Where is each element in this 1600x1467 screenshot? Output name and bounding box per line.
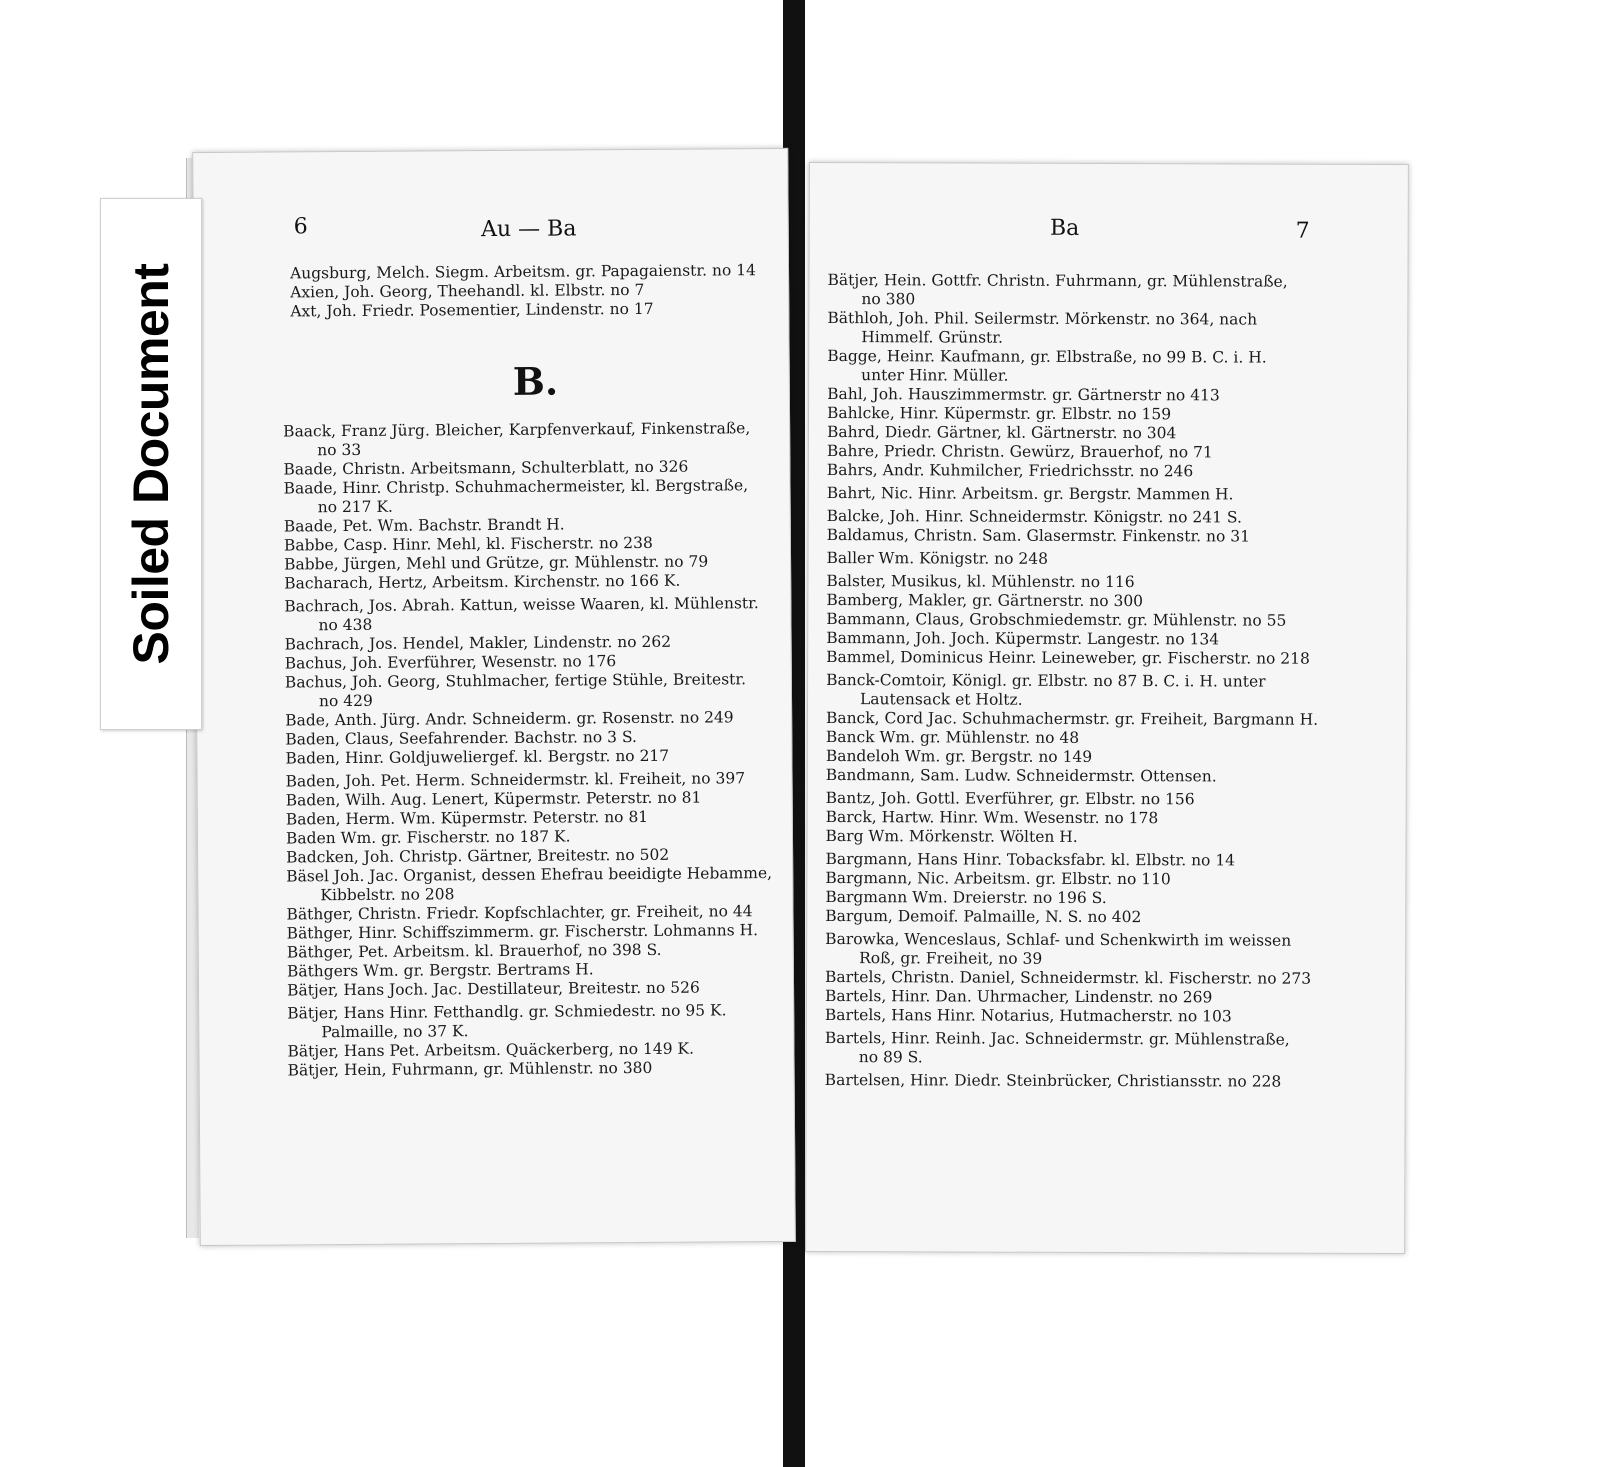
entry: Bätjer, Hans Joch. Jac. Destillateur, Breitestr. no 526 [286,978,700,1000]
entry: Baden, Hinr. Goldjuweliergef. kl. Bergstr. no 217 [285,746,670,768]
entry-continuation: Palmaille, no 37 K. [321,1022,469,1042]
entry-continuation: Kibbelstr. no 208 [320,885,455,905]
entry-continuation: no 429 [318,691,373,711]
page-number: 7 [1295,218,1310,244]
entry-continuation: no 380 [861,290,916,309]
entry: Banck-Comtoir, Königl. gr. Elbstr. no 87 B. C. i. H. unter [826,671,1266,691]
entry: Badcken, Joh. Christp. Gärtner, Breitestr. no 502 [286,845,670,867]
entry: Banck Wm. gr. Mühlenstr. no 48 [825,728,1080,747]
entry: Bantz, Joh. Gottl. Everführer, gr. Elbstr. no 156 [825,789,1195,809]
entry: Bäthloh, Joh. Phil. Seilermstr. Mörkenstr. no 364, nach [827,309,1258,329]
entry: Axt, Joh. Friedr. Posementier, Lindenstr. no 17 [290,299,654,321]
entry: Bäthger, Pet. Arbeitsm. kl. Brauerhof, no 398 S. [286,940,662,962]
entry: Bätjer, Hein, Fuhrmann, gr. Mühlenstr. no 380 [287,1058,653,1080]
entry-continuation: Lautensack et Holtz. [859,690,1023,709]
entry: Bäsel Joh. Jac. Organist, dessen Ehefrau beeidigte Hebamme, [286,864,773,886]
entry: Bartels, Hinr. Dan. Uhrmacher, Lindenstr. no 269 [824,987,1213,1007]
entry: Bade, Anth. Jürg. Andr. Schneiderm. gr. Rosenstr. no 249 [285,708,734,730]
entry: Babbe, Jürgen, Mehl und Grütze, gr. Mühlenstr. no 79 [284,552,709,574]
entry: Bätjer, Hans Pet. Arbeitsm. Quäckerberg, no 149 K. [287,1039,695,1061]
entry: Baden Wm. gr. Fischerstr. no 187 K. [285,827,571,848]
left-page [192,148,796,1246]
entry: Barg Wm. Mörkenstr. Wölten H. [825,827,1078,846]
entry: Balster, Musikus, kl. Mühlenstr. no 116 [826,572,1135,592]
entry: Bartels, Hans Hinr. Notarius, Hutmacherstr. no 103 [824,1006,1232,1026]
entry: Bäthgers Wm. gr. Bergstr. Bertrams H. [286,960,594,981]
entry: Bahrt, Nic. Hinr. Arbeitsm. gr. Bergstr. Mammen H. [826,484,1234,504]
entry: Baller Wm. Königstr. no 248 [826,549,1049,568]
entry: Bahre, Priedr. Christn. Gewürz, Brauerhof, no 71 [826,442,1213,462]
page-number: 6 [293,214,308,240]
entry: Babbe, Casp. Hinr. Mehl, kl. Fischerstr. no 238 [283,533,653,555]
entry: Bachrach, Jos. Abrah. Kattun, weisse Waaren, kl. Mühlenstr. [284,594,759,616]
right-page [805,162,1409,1254]
entry: Baack, Franz Jürg. Bleicher, Karpfenverkauf, Finkenstraße, [283,419,751,441]
entry: Augsburg, Melch. Siegm. Arbeitsm. gr. Papagaienstr. no 14 [289,261,756,283]
entry: Bargmann Wm. Dreierstr. no 196 S. [825,888,1107,907]
entry: Bammann, Joh. Joch. Küpermstr. Langestr. no 134 [826,629,1220,649]
entry-continuation: no 33 [317,440,362,460]
entry: Bargmann, Nic. Arbeitsm. gr. Elbstr. no 110 [825,869,1171,889]
entry: Bahrd, Diedr. Gärtner, kl. Gärtnerstr. no 304 [826,423,1177,443]
entry: Baade, Christn. Arbeitsmann, Schulterblatt, no 326 [283,457,689,479]
entry: Barowka, Wenceslaus, Schlaf- und Schenkwirth im weissen [825,930,1292,950]
entry: Bahl, Joh. Hauszimmermstr. gr. Gärtnerstr no 413 [827,385,1220,405]
entry: Baden, Joh. Pet. Herm. Schneidermstr. kl. Freiheit, no 397 [285,769,746,791]
running-head: Ba [1049,215,1080,241]
section-letter: B. [512,358,559,404]
entry-list [283,419,773,1080]
entry-list [825,271,1320,1092]
entry: Bartels, Hinr. Reinh. Jac. Schneidermstr. gr. Mühlenstraße, [824,1029,1290,1049]
entry: Baldamus, Christn. Sam. Glasermstr. Finkenstr. no 31 [826,526,1251,546]
entry: Axien, Joh. Georg, Theehandl. kl. Elbstr. no 7 [290,280,645,302]
entry: Baade, Pet. Wm. Bachstr. Brandt H. [283,515,565,536]
entry-continuation: unter Hinr. Müller. [861,366,1009,385]
entry: Bamberg, Makler, gr. Gärtnerstr. no 300 [826,591,1144,611]
entry: Bartelsen, Hinr. Diedr. Steinbrücker, Christiansstr. no 228 [824,1071,1282,1091]
entry-continuation: no 438 [318,615,373,635]
entry: Bartels, Christn. Daniel, Schneidermstr. kl. Fischerstr. no 273 [825,968,1312,988]
entry: Bargmann, Hans Hinr. Tobacksfabr. kl. Elbstr. no 14 [825,850,1236,870]
entry: Baade, Hinr. Christp. Schuhmachermeister, kl. Bergstraße, [283,476,749,498]
entry: Bahlcke, Hinr. Küpermstr. gr. Elbstr. no 159 [826,404,1172,424]
top-entries [290,261,756,321]
entry: Bammann, Claus, Grobschmiedemstr. gr. Mühlenstr. no 55 [826,610,1287,630]
entry: Bacharach, Hertz, Arbeitsm. Kirchenstr. no 166 K. [284,571,681,593]
entry: Bagge, Heinr. Kaufmann, gr. Elbstraße, no 99 B. C. i. H. [827,347,1267,367]
entry: Bäthger, Hinr. Schiffszimmerm. gr. Fischerstr. Lohmanns H. [286,921,759,943]
entry: Bandeloh Wm. gr. Bergstr. no 149 [825,747,1093,766]
entry: Baden, Claus, Seefahrender. Bachstr. no 3 S. [285,728,637,749]
entry: Bäthger, Christn. Friedr. Kopfschlachter, gr. Freiheit, no 44 [286,902,753,924]
entry: Baden, Herm. Wm. Küpermstr. Peterstr. no 81 [285,807,649,829]
label-text: Soiled Document [123,263,179,665]
entry: Bachus, Joh. Georg, Stuhlmacher, fertige Stühle, Breitestr. [284,670,747,692]
entry: Banck, Cord Jac. Schuhmachermstr. gr. Freiheit, Bargmann H. [825,709,1319,729]
entry: Bätjer, Hein. Gottfr. Christn. Fuhrmann, gr. Mühlenstraße, [827,271,1288,291]
entry: Baden, Wilh. Aug. Lenert, Küpermstr. Peterstr. no 81 [285,788,702,810]
entry-continuation: no 217 K. [317,497,393,517]
entry: Bandmann, Sam. Ludw. Schneidermstr. Ottensen. [825,766,1217,786]
entry: Bätjer, Hans Hinr. Fetthandlg. gr. Schmiedestr. no 95 K. [287,1001,727,1023]
entry-continuation: no 89 S. [858,1048,923,1067]
entry: Bahrs, Andr. Kuhmilcher, Friedrichsstr. no 246 [826,461,1194,481]
entry: Bachus, Joh. Everführer, Wesenstr. no 176 [284,652,617,673]
entry: Bargum, Demoif. Palmaille, N. S. no 402 [825,907,1142,927]
entry-continuation: Himmelf. Grünstr. [861,328,1003,347]
entry: Bammel, Dominicus Heinr. Leineweber, gr. Fischerstr. no 218 [826,648,1310,668]
soiled-document-label [100,198,202,730]
entry: Barck, Hartw. Hinr. Wm. Wesenstr. no 178 [825,808,1159,828]
entry-continuation: Roß, gr. Freiheit, no 39 [859,949,1043,968]
entry: Bachrach, Jos. Hendel, Makler, Lindenstr. no 262 [284,632,672,654]
running-head: Au — Ba [480,216,577,243]
entry: Balcke, Joh. Hinr. Schneidermstr. Königstr. no 241 S. [826,507,1242,527]
